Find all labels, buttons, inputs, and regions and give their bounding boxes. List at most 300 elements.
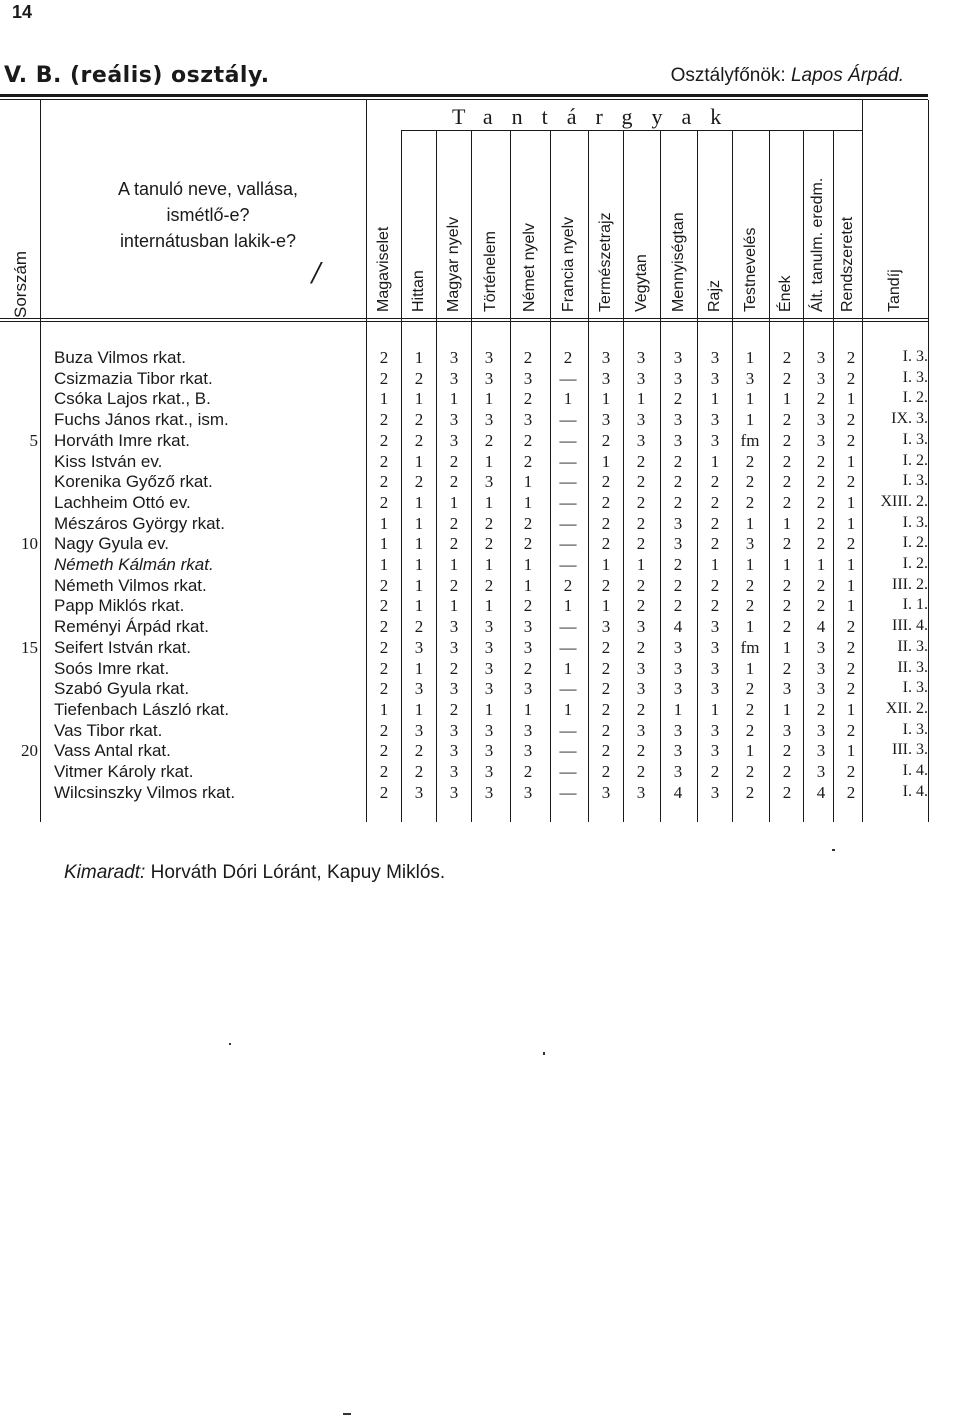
grid-vline (40, 100, 41, 822)
grade-cell: 2 (601, 576, 611, 595)
grade-cell: 2 (846, 617, 856, 636)
grade-cell: 1 (782, 389, 792, 408)
grade-cell: — (559, 617, 577, 636)
grade-cell: 2 (523, 762, 533, 781)
grade-cell: — (559, 741, 577, 760)
grade-cell: 2 (379, 472, 389, 491)
grade-cell: 2 (636, 762, 646, 781)
grade-cell: 3 (636, 783, 646, 802)
grade-cell: 2 (636, 596, 646, 615)
grade-cell: 3 (449, 348, 459, 367)
grade-cell: — (559, 452, 577, 471)
grade-cell: 2 (414, 431, 424, 450)
grade-cell: 3 (636, 721, 646, 740)
grade-cell: 1 (846, 493, 856, 512)
grade-cell: 3 (816, 348, 826, 367)
grade-cell: 2 (414, 617, 424, 636)
grade-cell: 3 (484, 659, 494, 678)
student-name: Vas Tibor rkat. (54, 721, 163, 740)
grade-cell: — (559, 431, 577, 450)
footnote-label: Kimaradt: (64, 862, 146, 883)
grade-cell: 3 (710, 679, 720, 698)
student-column-header (88, 176, 328, 254)
grade-cell: 1 (414, 389, 424, 408)
grade-cell: 3 (673, 348, 683, 367)
grade-cell: 3 (710, 783, 720, 802)
grade-cell: 1 (484, 596, 494, 615)
grade-cell: 3 (636, 410, 646, 429)
grade-cell: 1 (745, 389, 755, 408)
tandij-cell: II. 3. (897, 659, 928, 676)
tandij-cell: XIII. 2. (880, 493, 928, 510)
grade-cell: — (559, 410, 577, 429)
grade-cell: 2 (782, 452, 792, 471)
grade-cell: 2 (673, 389, 683, 408)
grade-cell: 3 (673, 659, 683, 678)
grade-cell: 1 (710, 389, 720, 408)
grade-cell: 2 (601, 679, 611, 698)
grid-vline (623, 130, 624, 822)
grade-cell: 2 (636, 452, 646, 471)
grade-cell: 2 (379, 762, 389, 781)
grade-cell: 2 (846, 534, 856, 553)
grade-cell: 3 (449, 410, 459, 429)
grade-cell: 3 (673, 369, 683, 388)
grade-cell: 3 (636, 617, 646, 636)
student-name: Németh Kálmán rkat. (54, 555, 214, 574)
head-teacher (671, 65, 904, 87)
grade-cell: 2 (782, 431, 792, 450)
column-header-15: Tandíj (886, 269, 903, 312)
grade-cell: 3 (673, 431, 683, 450)
grade-cell: — (559, 783, 577, 802)
grade-cell: 3 (745, 369, 755, 388)
grade-cell: 2 (601, 659, 611, 678)
grid-vline (550, 130, 551, 822)
tandij-cell: I. 2. (902, 534, 928, 551)
grade-cell: 2 (601, 493, 611, 512)
grade-cell: 2 (816, 452, 826, 471)
grade-cell: 2 (379, 783, 389, 802)
grade-cell: 3 (673, 741, 683, 760)
grade-cell: 2 (379, 369, 389, 388)
column-header-3: Magyar nyelv (445, 216, 462, 312)
tandij-cell: I. 4. (902, 762, 928, 779)
grade-cell: 3 (816, 762, 826, 781)
grade-cell: 2 (601, 534, 611, 553)
column-header-8: Vegytan (633, 254, 650, 312)
grade-cell: fm (740, 431, 760, 450)
grade-cell: 2 (782, 783, 792, 802)
grade-cell: 1 (523, 700, 533, 719)
grid-vline (471, 130, 472, 822)
grade-cell: 3 (710, 741, 720, 760)
student-name: Németh Vilmos rkat. (54, 576, 207, 595)
grade-cell: — (559, 369, 577, 388)
grade-cell: 2 (745, 472, 755, 491)
grade-cell: 1 (414, 514, 424, 533)
grade-cell: 2 (414, 472, 424, 491)
grade-cell: 2 (745, 596, 755, 615)
student-name: Kiss István ev. (54, 452, 163, 471)
grade-cell: 3 (523, 410, 533, 429)
class-title: V. B. (reális) osztály. (4, 63, 270, 88)
grade-cell: 1 (484, 555, 494, 574)
grade-cell: 1 (601, 389, 611, 408)
grade-cell: 2 (673, 596, 683, 615)
grade-cell: 2 (673, 493, 683, 512)
grade-cell: 1 (745, 659, 755, 678)
grade-cell: 3 (484, 679, 494, 698)
grade-cell: 1 (523, 576, 533, 595)
grade-cell: 2 (846, 659, 856, 678)
grade-cell: 1 (782, 514, 792, 533)
grade-cell: 2 (523, 389, 533, 408)
grade-cell: 1 (563, 700, 573, 719)
grade-cell: 2 (745, 493, 755, 512)
student-name: Szabó Gyula rkat. (54, 679, 190, 698)
grid-hline (0, 321, 928, 322)
grid-hline (0, 318, 928, 319)
grade-cell: 3 (523, 369, 533, 388)
footnote (64, 862, 445, 884)
tandij-cell: I. 4. (902, 783, 928, 800)
grade-cell: 3 (673, 410, 683, 429)
grade-cell: 3 (484, 617, 494, 636)
grade-cell: 2 (449, 514, 459, 533)
print-speck (343, 1413, 351, 1415)
grade-cell: 2 (636, 638, 646, 657)
grade-cell: 2 (449, 472, 459, 491)
footnote-text: Horváth Dóri Lóránt, Kapuy Miklós. (150, 862, 446, 883)
grade-cell: 3 (484, 741, 494, 760)
grade-cell: 4 (816, 783, 826, 802)
slash-mark: / (312, 258, 321, 288)
grid-hline (401, 130, 862, 131)
grade-cell: 2 (484, 534, 494, 553)
grade-cell: 3 (636, 431, 646, 450)
student-name: Lachheim Ottó ev. (54, 493, 191, 512)
print-speck (229, 1043, 231, 1045)
grade-cell: 2 (846, 721, 856, 740)
student-name: Seifert István rkat. (54, 638, 191, 657)
student-name: Wilcsinszky Vilmos rkat. (54, 783, 236, 802)
grade-cell: 2 (523, 514, 533, 533)
grade-cell: 1 (846, 596, 856, 615)
grade-cell: 3 (782, 721, 792, 740)
grade-cell: 1 (484, 700, 494, 719)
tandij-cell: III. 2. (892, 576, 928, 593)
grade-cell: 2 (523, 534, 533, 553)
grade-cell: 3 (710, 721, 720, 740)
grade-cell: 2 (449, 452, 459, 471)
grade-cell: 2 (523, 659, 533, 678)
grade-cell: 1 (673, 700, 683, 719)
grade-cell: 1 (484, 389, 494, 408)
grade-cell: — (559, 762, 577, 781)
grade-cell: 2 (816, 514, 826, 533)
grade-cell: 3 (484, 410, 494, 429)
tandij-cell: XII. 2. (885, 700, 928, 717)
grade-cell: 1 (782, 555, 792, 574)
column-header-12: Ének (777, 275, 794, 312)
grade-cell: 3 (710, 659, 720, 678)
grade-cell: 3 (636, 659, 646, 678)
grade-cell: 3 (710, 617, 720, 636)
tandij-cell: IX. 3. (891, 410, 928, 427)
grade-cell: 2 (782, 348, 792, 367)
grade-cell: 2 (379, 721, 389, 740)
student-name: Buza Vilmos rkat. (54, 348, 186, 367)
grade-cell: 2 (379, 638, 389, 657)
grade-cell: 3 (636, 369, 646, 388)
grade-cell: 2 (745, 452, 755, 471)
grade-cell: 2 (379, 617, 389, 636)
grade-cell: 3 (636, 348, 646, 367)
grade-cell: 3 (449, 762, 459, 781)
grid-vline (510, 130, 511, 822)
row-number: 10 (21, 534, 38, 553)
header-rule-thick (0, 94, 928, 97)
grade-cell: 2 (673, 576, 683, 595)
grade-cell: 1 (414, 700, 424, 719)
grade-cell: 2 (816, 700, 826, 719)
grade-cell: 2 (816, 576, 826, 595)
grade-cell: — (559, 555, 577, 574)
grade-cell: 1 (563, 389, 573, 408)
grade-cell: 2 (601, 721, 611, 740)
grade-cell: 1 (745, 514, 755, 533)
student-name: Horváth Imre rkat. (54, 431, 191, 450)
grid-vline (401, 130, 402, 822)
grade-cell: 3 (484, 783, 494, 802)
grade-cell: 2 (601, 762, 611, 781)
grade-cell: 2 (673, 452, 683, 471)
grade-cell: 1 (710, 700, 720, 719)
grade-cell: 2 (782, 659, 792, 678)
grade-cell: 2 (379, 679, 389, 698)
row-number: 5 (29, 431, 38, 450)
grade-cell: 2 (636, 741, 646, 760)
column-header-4: Történelem (482, 231, 499, 312)
grade-cell: 3 (601, 410, 611, 429)
grade-cell: 3 (673, 679, 683, 698)
student-name: Korenika Győző rkat. (54, 472, 213, 491)
grid-vline (928, 100, 929, 822)
grade-cell: 1 (745, 617, 755, 636)
grade-cell: 2 (379, 576, 389, 595)
grade-cell: 3 (782, 679, 792, 698)
grade-cell: 1 (414, 493, 424, 512)
grade-cell: 3 (414, 783, 424, 802)
grade-cell: 1 (414, 555, 424, 574)
grade-cell: 1 (782, 700, 792, 719)
grade-cell: 2 (745, 700, 755, 719)
grade-cell: 2 (636, 493, 646, 512)
grade-cell: 4 (673, 617, 683, 636)
grade-cell: 2 (782, 472, 792, 491)
grade-cell: 2 (816, 596, 826, 615)
tandij-cell: I. 1. (902, 596, 928, 613)
head-teacher-name: Lapos Árpád. (790, 65, 904, 86)
grade-cell: 1 (379, 389, 389, 408)
grade-cell: 1 (710, 555, 720, 574)
grade-cell: 2 (846, 762, 856, 781)
tandij-cell: I. 2. (902, 389, 928, 406)
grade-cell: 1 (379, 534, 389, 553)
grade-cell: 3 (673, 721, 683, 740)
grade-cell: 3 (449, 721, 459, 740)
student-name: Mészáros György rkat. (54, 514, 225, 533)
student-header-line-2: ismétlő-e? (166, 205, 250, 225)
subjects-title: Tantárgyak (452, 104, 741, 129)
column-header-9: Mennyiségtan (670, 212, 687, 312)
grade-cell: 3 (449, 638, 459, 657)
grade-cell: 2 (636, 700, 646, 719)
grade-cell: 1 (379, 514, 389, 533)
grade-cell: 3 (673, 514, 683, 533)
grade-cell: 2 (673, 555, 683, 574)
grade-cell: 1 (379, 555, 389, 574)
grade-cell: 2 (745, 783, 755, 802)
grade-cell: 3 (523, 721, 533, 740)
grade-cell: 2 (636, 514, 646, 533)
grade-cell: 1 (601, 596, 611, 615)
grade-cell: 2 (563, 348, 573, 367)
grade-cell: 1 (710, 452, 720, 471)
grade-cell: 3 (601, 783, 611, 802)
student-name: Vass Antal rkat. (54, 741, 171, 760)
grade-cell: 2 (745, 679, 755, 698)
grade-cell: 3 (449, 369, 459, 388)
grade-cell: 2 (846, 348, 856, 367)
grade-cell: 3 (673, 638, 683, 657)
grade-cell: 2 (846, 472, 856, 491)
grade-cell: 3 (601, 617, 611, 636)
tandij-cell: II. 3. (897, 638, 928, 655)
grid-vline (588, 130, 589, 822)
student-name: Tiefenbach László rkat. (54, 700, 230, 719)
column-header-5: Német nyelv (521, 223, 538, 312)
grade-cell: 3 (484, 369, 494, 388)
grade-cell: 3 (710, 410, 720, 429)
student-name: Fuchs János rkat., ism. (54, 410, 229, 429)
grade-cell: 1 (563, 659, 573, 678)
grade-cell: 1 (601, 452, 611, 471)
grade-cell: 1 (414, 659, 424, 678)
grade-cell: 3 (816, 741, 826, 760)
grade-cell: 1 (484, 493, 494, 512)
grade-cell: 2 (484, 514, 494, 533)
student-name: Reményi Árpád rkat. (54, 617, 209, 636)
grade-cell: 3 (816, 369, 826, 388)
grade-cell: 1 (636, 389, 646, 408)
tandij-cell: I. 3. (902, 472, 928, 489)
grade-cell: 3 (414, 721, 424, 740)
grade-cell: 3 (816, 410, 826, 429)
grade-cell: 2 (846, 783, 856, 802)
grade-cell: 2 (745, 762, 755, 781)
grade-cell: 3 (484, 721, 494, 740)
grade-cell: 2 (816, 389, 826, 408)
grade-cell: 1 (449, 596, 459, 615)
grade-cell: — (559, 721, 577, 740)
grade-cell: 2 (379, 410, 389, 429)
grade-cell: — (559, 514, 577, 533)
grade-cell: 2 (846, 410, 856, 429)
grade-cell: 3 (523, 638, 533, 657)
grade-cell: — (559, 534, 577, 553)
grade-cell: 4 (816, 617, 826, 636)
grade-cell: 3 (745, 534, 755, 553)
grid-vline (697, 130, 698, 822)
student-name: Nagy Gyula ev. (54, 534, 169, 553)
grade-cell: 2 (710, 534, 720, 553)
grade-cell: 2 (379, 493, 389, 512)
grade-cell: 2 (414, 741, 424, 760)
column-header-10: Rajz (706, 279, 723, 312)
student-name: Csizmazia Tibor rkat. (54, 369, 213, 388)
grade-cell: 3 (636, 679, 646, 698)
grade-cell: 2 (563, 576, 573, 595)
grade-cell: 3 (816, 721, 826, 740)
grade-cell: 1 (846, 452, 856, 471)
grade-cell: 3 (449, 783, 459, 802)
grade-cell: 1 (523, 555, 533, 574)
grade-cell: 3 (449, 679, 459, 698)
grade-cell: 2 (636, 576, 646, 595)
print-speck (832, 849, 835, 851)
column-header-11: Testnevelés (742, 227, 759, 312)
column-header-7: Természetrajz (597, 212, 614, 312)
grade-cell: 2 (449, 576, 459, 595)
grade-cell: 2 (782, 741, 792, 760)
grade-cell: 2 (782, 617, 792, 636)
grade-cell: 2 (484, 576, 494, 595)
grade-cell: 1 (449, 555, 459, 574)
grade-cell: 2 (449, 659, 459, 678)
grade-cell: 2 (379, 431, 389, 450)
grade-cell: 1 (846, 514, 856, 533)
grade-cell: 3 (601, 369, 611, 388)
grade-cell: 3 (710, 431, 720, 450)
grade-cell: 2 (846, 638, 856, 657)
grade-cell: 2 (523, 348, 533, 367)
grade-cell: 2 (523, 431, 533, 450)
grade-cell: 1 (846, 700, 856, 719)
grade-cell: 2 (710, 762, 720, 781)
grade-cell: 3 (710, 348, 720, 367)
grade-cell: 3 (816, 638, 826, 657)
column-header-6: Francia nyelv (560, 216, 577, 312)
tandij-cell: I. 2. (902, 452, 928, 469)
grade-cell: 2 (782, 762, 792, 781)
grade-cell: 3 (449, 741, 459, 760)
student-header-line-1: A tanuló neve, vallása, (117, 179, 299, 199)
row-number: 20 (21, 741, 38, 760)
grade-cell: 2 (782, 534, 792, 553)
grade-cell: 1 (782, 638, 792, 657)
grade-cell: 1 (523, 493, 533, 512)
grade-cell: 1 (523, 472, 533, 491)
grade-cell: 1 (846, 389, 856, 408)
grade-cell: 3 (673, 534, 683, 553)
column-header-2: Hittan (410, 270, 427, 312)
grade-cell: 1 (601, 555, 611, 574)
grade-cell: 2 (710, 472, 720, 491)
grade-cell: 1 (816, 555, 826, 574)
grade-cell: 2 (379, 596, 389, 615)
